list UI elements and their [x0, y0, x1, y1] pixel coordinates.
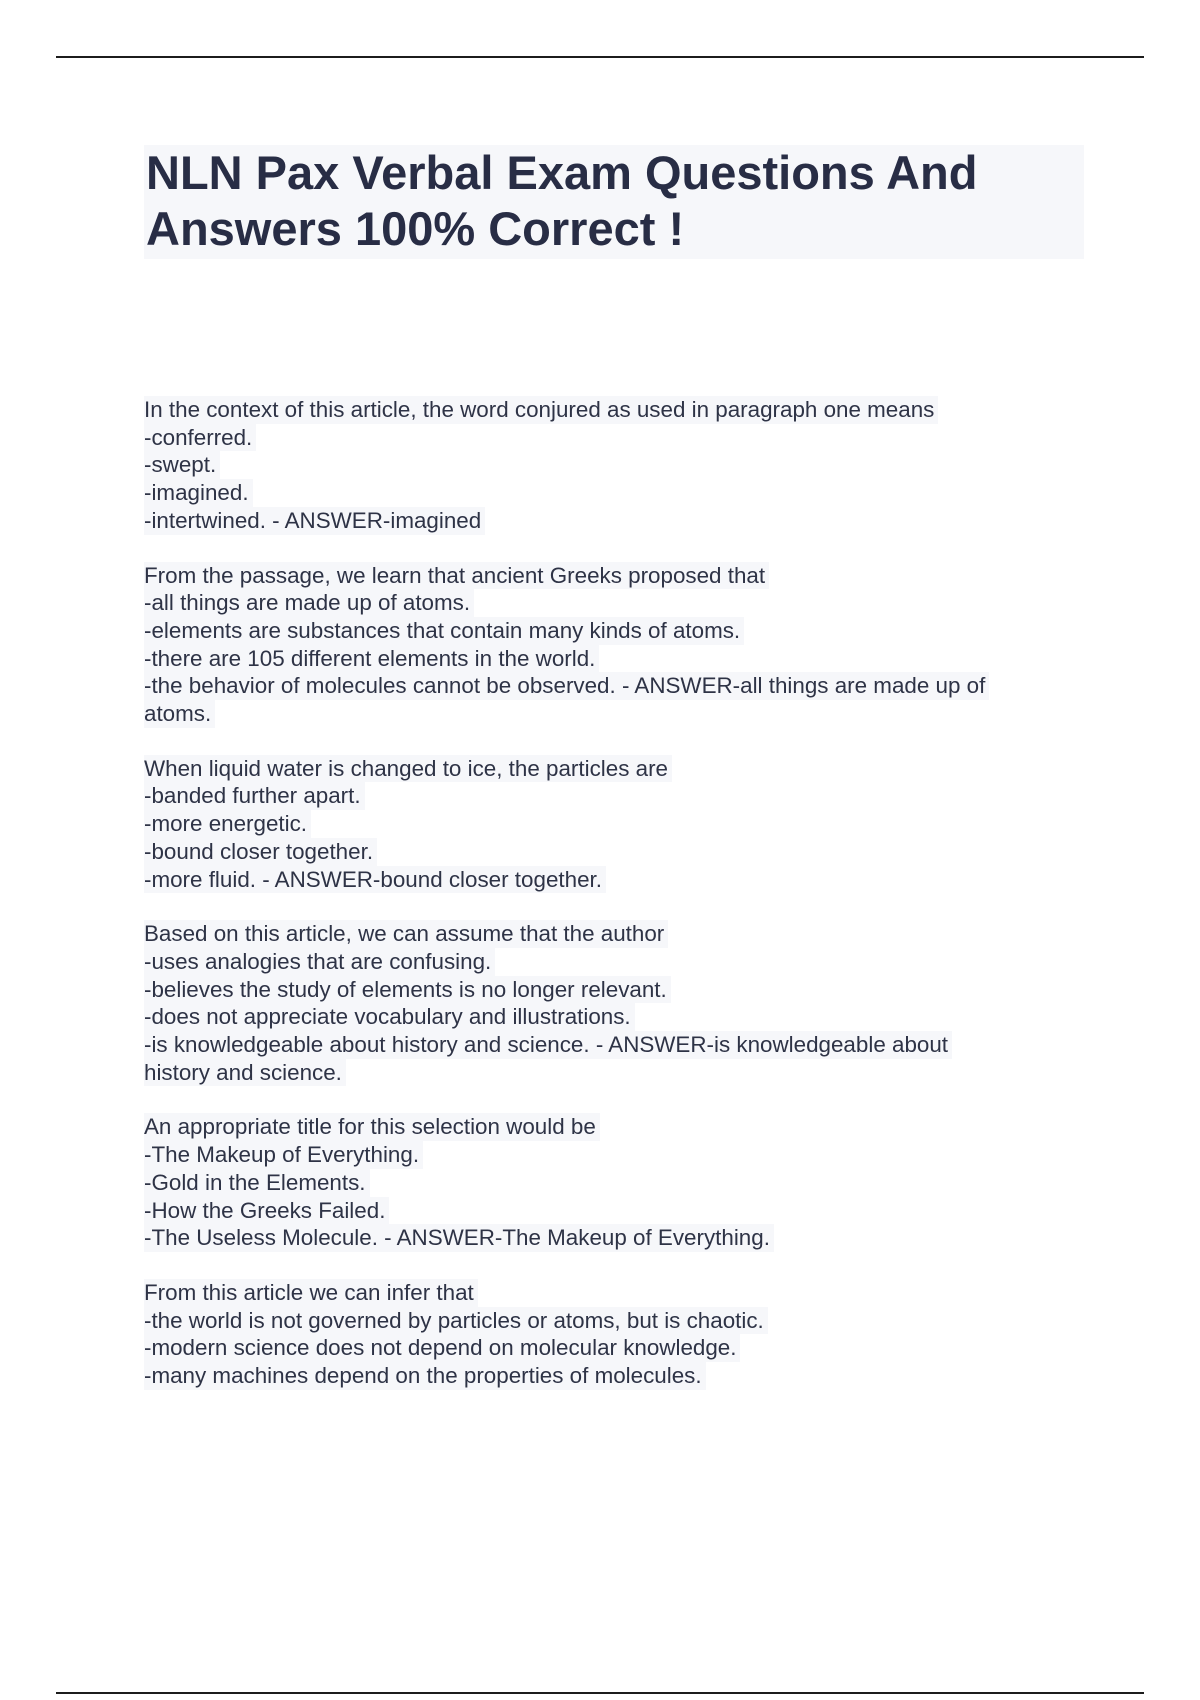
- question-item: [144, 920, 1084, 1086]
- answer-option: -Gold in the Elements.: [144, 1169, 370, 1197]
- page-title: NLN Pax Verbal Exam Questions And Answers 100% Correct !: [146, 146, 978, 255]
- question-stem: In the context of this article, the word conjured as used in paragraph one means: [144, 396, 938, 424]
- answer-option: -more energetic.: [144, 810, 311, 838]
- answer-option: -imagined.: [144, 479, 253, 507]
- answer-option: -all things are made up of atoms.: [144, 589, 474, 617]
- answer-option: -the world is not governed by particles or atoms, but is chaotic.: [144, 1307, 768, 1335]
- question-item: [144, 1279, 1084, 1390]
- answer-option: -conferred.: [144, 424, 256, 452]
- title-block: [144, 145, 1084, 259]
- answer-key-continuation: atoms.: [144, 700, 215, 728]
- question-stem: Based on this article, we can assume that the author: [144, 920, 668, 948]
- answer-option: -elements are substances that contain many kinds of atoms.: [144, 617, 744, 645]
- answer-option-with-key: -the behavior of molecules cannot be observed. - ANSWER-all things are made up of: [144, 672, 989, 700]
- question-list: [144, 396, 1084, 1417]
- question-stem: An appropriate title for this selection would be: [144, 1113, 600, 1141]
- question-item: [144, 396, 1084, 535]
- question-item: [144, 1113, 1084, 1252]
- answer-option: -modern science does not depend on molecular knowledge.: [144, 1334, 740, 1362]
- answer-option-with-key: -more fluid. - ANSWER-bound closer together.: [144, 866, 606, 894]
- question-stem: When liquid water is changed to ice, the particles are: [144, 755, 672, 783]
- answer-option: -many machines depend on the properties of molecules.: [144, 1362, 706, 1390]
- answer-option: -banded further apart.: [144, 782, 365, 810]
- answer-option: -does not appreciate vocabulary and illustrations.: [144, 1003, 635, 1031]
- answer-option: -bound closer together.: [144, 838, 377, 866]
- answer-option-with-key: -intertwined. - ANSWER-imagined: [144, 507, 485, 535]
- question-item: [144, 755, 1084, 894]
- answer-option-with-key: -The Useless Molecule. - ANSWER-The Makeup of Everything.: [144, 1224, 774, 1252]
- answer-option: -How the Greeks Failed.: [144, 1197, 389, 1225]
- question-stem: From the passage, we learn that ancient Greeks proposed that: [144, 562, 769, 590]
- answer-key-continuation: history and science.: [144, 1059, 346, 1087]
- answer-option: -uses analogies that are confusing.: [144, 948, 495, 976]
- question-stem: From this article we can infer that: [144, 1279, 478, 1307]
- answer-option: -The Makeup of Everything.: [144, 1141, 423, 1169]
- answer-option: -swept.: [144, 451, 220, 479]
- top-rule: [56, 56, 1144, 58]
- answer-option: -believes the study of elements is no longer relevant.: [144, 976, 671, 1004]
- answer-option-with-key: -is knowledgeable about history and science. - ANSWER-is knowledgeable about: [144, 1031, 952, 1059]
- bottom-rule: [56, 1692, 1144, 1694]
- answer-option: -there are 105 different elements in the world.: [144, 645, 599, 673]
- question-item: [144, 562, 1084, 728]
